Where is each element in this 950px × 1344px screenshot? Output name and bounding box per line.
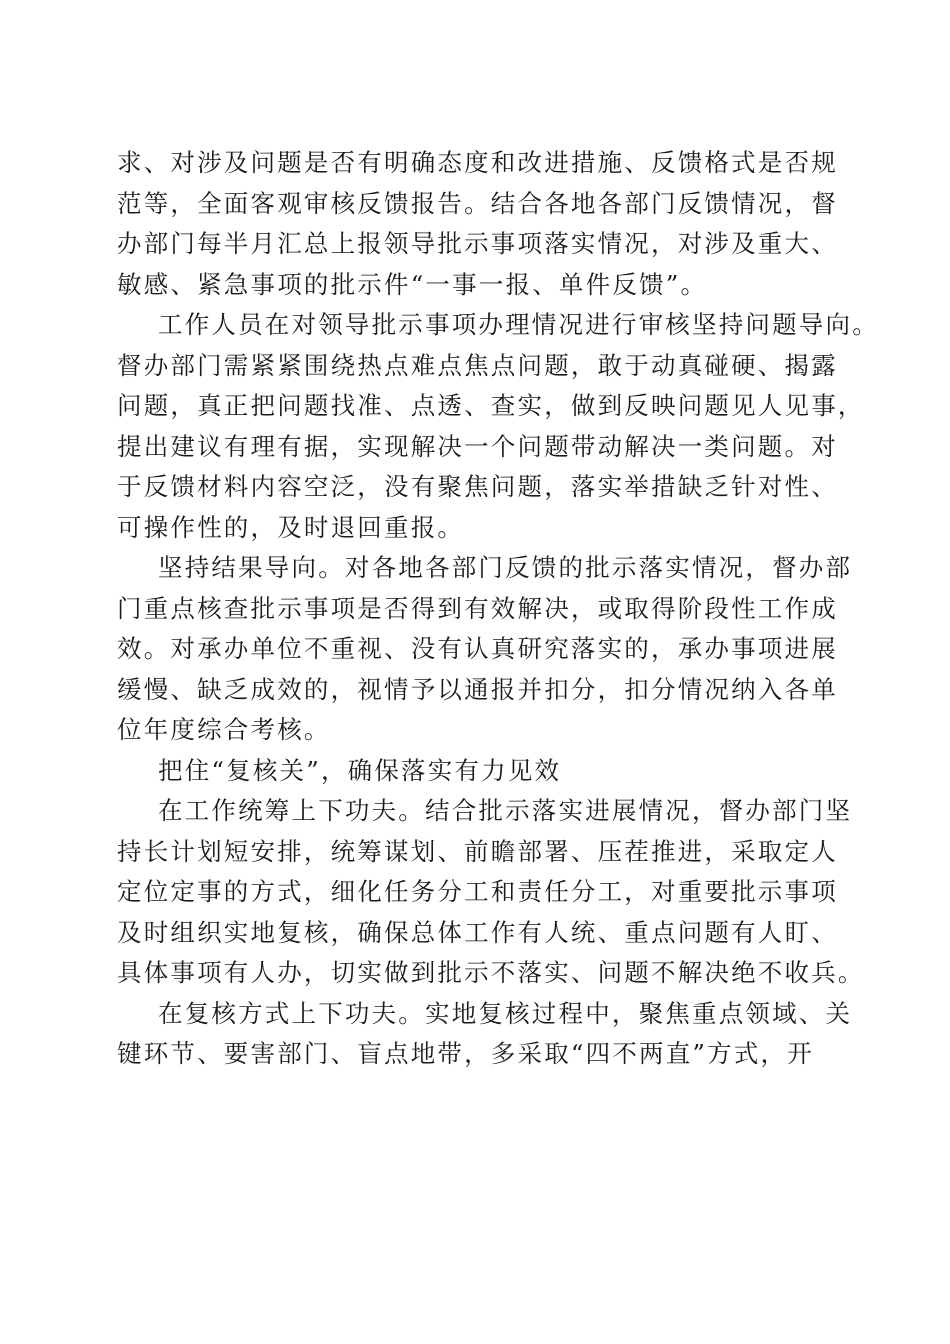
- text-line: 位年度综合考核。: [117, 715, 331, 744]
- text-line: 及时组织实地复核，确保总体工作有人统、重点问题有人盯、: [117, 917, 838, 947]
- text-line: 效。对承办单位不重视、没有认真研究落实的，承办事项进展: [117, 634, 838, 663]
- text-line: 可操作性的，及时退回重报。: [117, 512, 465, 542]
- text-line: 敏感、紧急事项的批示件“一事一报、单件反馈”。: [117, 269, 708, 299]
- text-line: 问题，真正把问题找准、点透、查实，做到反映问题见人见事，: [117, 391, 865, 420]
- text-line: 门重点核查批示事项是否得到有效解决，或取得阶段性工作成: [117, 593, 838, 623]
- paragraph: [117, 143, 838, 305]
- text-line: 提出建议有理有据，实现解决一个问题带动解决一类问题。对: [117, 431, 838, 461]
- paragraph: [117, 994, 853, 1075]
- text-line: 持长计划短安排，统筹谋划、前瞻部署、压茬推进，采取定人: [117, 836, 838, 866]
- text-line: 坚持结果导向。对各地各部门反馈的批示落实情况，督办部: [158, 553, 853, 582]
- heading-line: 把住“复核关”，确保落实有力见效: [158, 755, 562, 785]
- text-line: 督办部门需紧紧围绕热点难点焦点问题，敢于动真碰硬、揭露: [117, 350, 838, 380]
- text-line: 于反馈材料内容空泛，没有聚焦问题，落实举措缺乏针对性、: [117, 472, 838, 501]
- document-body: [117, 143, 879, 1075]
- section-heading: [117, 751, 832, 792]
- text-line: 在复核方式上下功夫。实地复核过程中，聚焦重点领域、关: [158, 998, 853, 1028]
- text-line: 办部门每半月汇总上报领导批示事项落实情况，对涉及重大、: [117, 229, 838, 258]
- text-line: 工作人员在对领导批示事项办理情况进行审核坚持问题导向。: [158, 310, 879, 339]
- paragraph: [117, 548, 853, 751]
- text-line: 在工作统筹上下功夫。结合批示落实进展情况，督办部门坚: [158, 796, 853, 825]
- text-line: 键环节、要害部门、盲点地带，多采取“四不两直”方式，开: [117, 1039, 814, 1068]
- text-line: 缓慢、缺乏成效的，视情予以通报并扣分，扣分情况纳入各单: [117, 674, 838, 704]
- text-line: 定位定事的方式，细化任务分工和责任分工，对重要批示事项: [117, 877, 838, 906]
- text-line: 范等，全面客观审核反馈报告。结合各地各部门反馈情况，督: [117, 188, 838, 218]
- paragraph: [117, 305, 879, 548]
- text-line: 具体事项有人办，切实做到批示不落实、问题不解决绝不收兵。: [117, 958, 865, 987]
- paragraph: [117, 791, 865, 994]
- text-line: 求、对涉及问题是否有明确态度和改进措施、反馈格式是否规: [117, 148, 838, 177]
